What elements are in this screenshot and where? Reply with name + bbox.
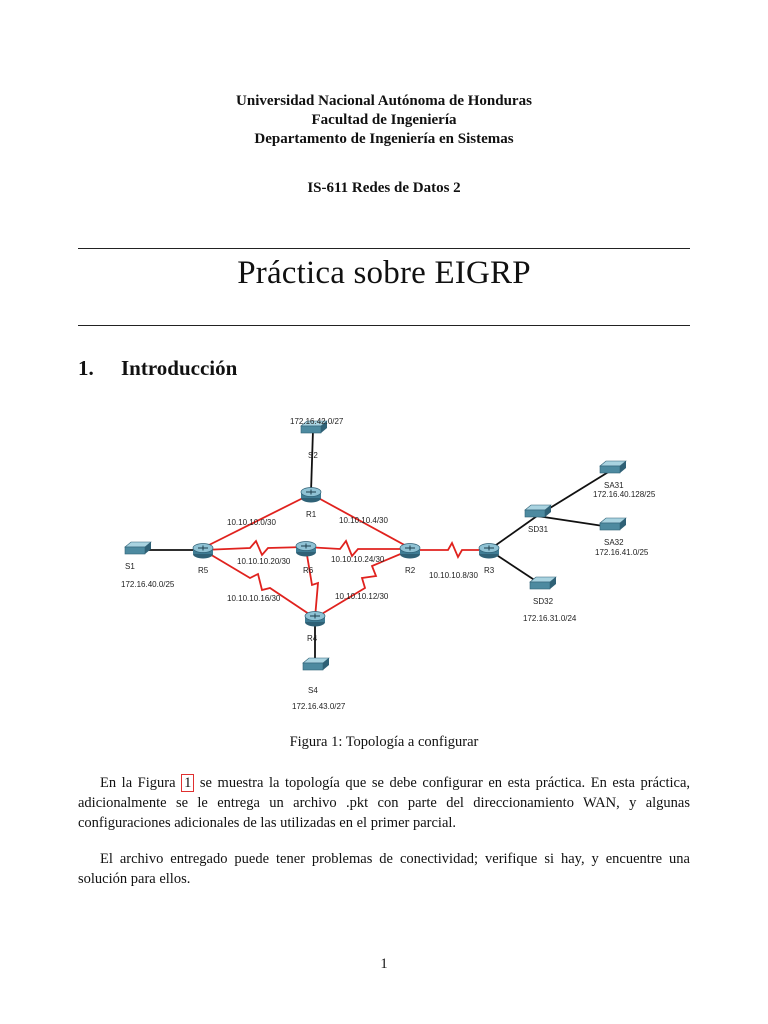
switch-icon: [530, 577, 556, 589]
device-label-r6: R6: [303, 566, 314, 575]
switch-icon: [303, 658, 329, 670]
switch-icon: [125, 542, 151, 554]
title-rule-top: [78, 248, 690, 249]
network-label-r1-r2: 10.10.10.4/30: [339, 516, 388, 525]
network-label-s1: 172.16.40.0/25: [121, 580, 175, 589]
network-label-sa32: 172.16.41.0/25: [595, 548, 649, 557]
device-label-sd31: SD31: [528, 525, 549, 534]
device-label-r4: R4: [307, 634, 318, 643]
document-header: [0, 92, 768, 149]
paragraph-2-text: El archivo entregado puede tener problemas de conectividad; verifique si hay, y encuentre una solución para ellos.: [78, 851, 690, 887]
network-label-r5-r1: 10.10.10.0/30: [227, 518, 276, 527]
title-rule-bottom: [78, 325, 690, 326]
network-label-r5-r6: 10.10.10.20/30: [237, 557, 291, 566]
device-label-r3: R3: [484, 566, 495, 575]
device-label-r5: R5: [198, 566, 209, 575]
section-heading: [78, 356, 237, 381]
device-label-sd32: SD32: [533, 597, 554, 606]
device-label-s4: S4: [308, 686, 318, 695]
link-r5-r6: [203, 541, 306, 555]
network-label-r5-r4: 10.10.10.16/30: [227, 594, 281, 603]
link-s2-r1: [311, 430, 313, 492]
switch-icon: [525, 505, 551, 517]
device-label-r1: R1: [306, 510, 317, 519]
network-label-r6-r2: 10.10.10.24/30: [331, 555, 385, 564]
section-number: 1.: [78, 356, 94, 380]
paragraph-1: [78, 773, 690, 833]
paragraph-2: [78, 849, 690, 889]
network-label-sa31: 172.16.40.128/25: [593, 490, 656, 499]
faculty-name: Facultad de Ingeniería: [311, 112, 457, 128]
network-label-s2: 172.16.42.0/27: [290, 417, 344, 426]
network-label-r2-r3: 10.10.10.8/30: [429, 571, 478, 580]
paragraph-1-start: En la Figura: [100, 775, 182, 791]
section-title: Introducción: [121, 356, 238, 380]
network-label-r2-r4: 10.10.10.12/30: [335, 592, 389, 601]
figure-reference-link[interactable]: 1: [181, 774, 194, 792]
page-number: 1: [380, 956, 388, 972]
device-label-sa31: SA31: [604, 481, 624, 490]
network-label-s4: 172.16.43.0/27: [292, 702, 346, 711]
device-label-s2: S2: [308, 451, 318, 460]
switch-icon: [600, 461, 626, 473]
device-label-s1: S1: [125, 562, 135, 571]
link-r6-r4: [306, 549, 318, 618]
department-name: Departamento de Ingeniería en Sistemas: [254, 131, 514, 147]
link-r2-r3: [410, 543, 489, 557]
course-code: IS-611 Redes de Datos 2: [307, 180, 461, 196]
ethernet-links: [146, 430, 610, 662]
switch-icon: [600, 518, 626, 530]
paragraph-1-rest: se muestra la topología que se debe configurar en esta práctica. En esta práctica, adicionalmente se le entrega un archivo .pkt con parte del direccionamiento WAN, y algunas configuraciones adicionales de las utilizadas en el primer parcial.: [78, 775, 691, 831]
figure-caption: Figura 1: Topología a configurar: [289, 734, 479, 750]
router-icon: [296, 542, 316, 557]
router-icon: [479, 544, 499, 559]
page-title: Práctica sobre EIGRP: [237, 255, 531, 291]
university-name: Universidad Nacional Autónoma de Honduras: [236, 93, 532, 109]
router-icon: [400, 544, 420, 559]
router-icon: [301, 488, 321, 503]
device-label-r2: R2: [405, 566, 416, 575]
topology-figure: [0, 400, 768, 720]
router-icon: [305, 612, 325, 627]
link-r6-r2: [306, 541, 410, 556]
device-label-sa32: SA32: [604, 538, 624, 547]
router-icon: [193, 544, 213, 559]
network-label-sd32: 172.16.31.0/24: [523, 614, 577, 623]
